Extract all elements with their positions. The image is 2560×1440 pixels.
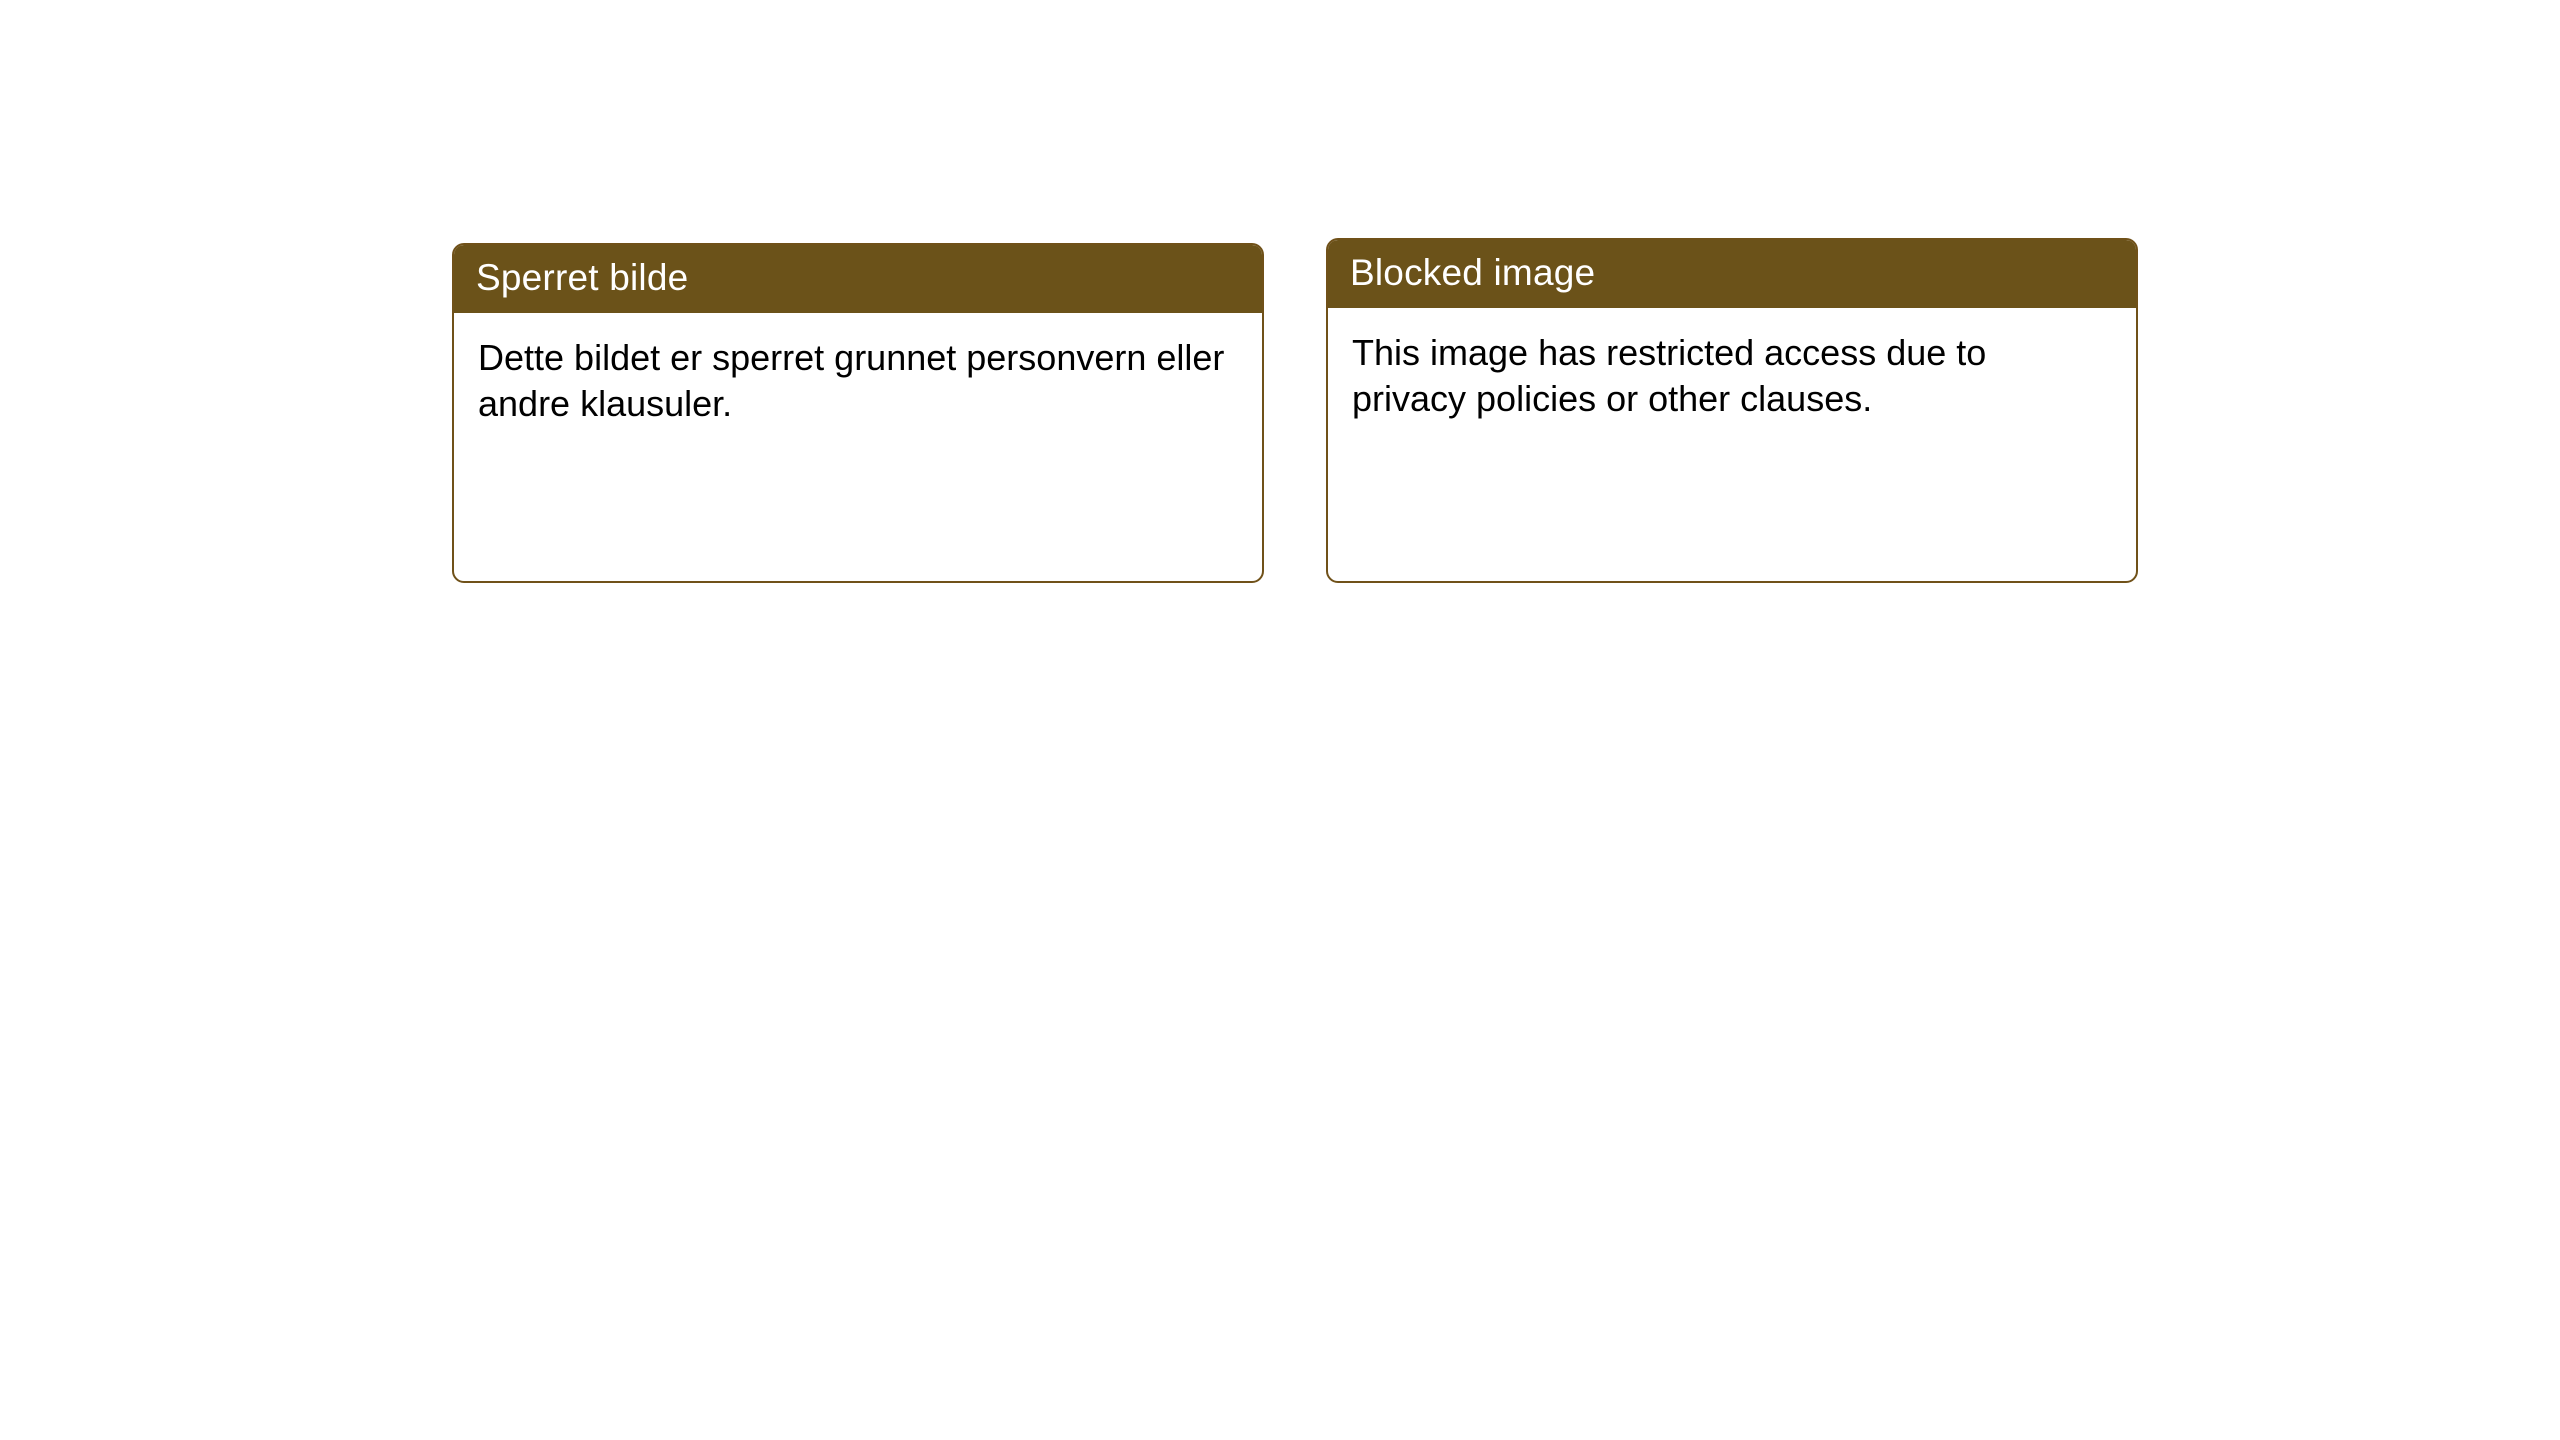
card-body-en [1328,308,2136,444]
card-title-en: Blocked image [1328,240,2136,308]
card-message-en: This image has restricted access due to privacy policies or other clauses. [1352,332,1987,420]
card-message-no: Dette bildet er sperret grunnet personvern eller andre klausuler. [478,337,1225,425]
blocked-image-notice-card-no [452,243,1264,583]
blocked-image-notice-card-en [1326,238,2138,583]
card-body-no [454,313,1262,449]
card-title-no: Sperret bilde [454,245,1262,313]
